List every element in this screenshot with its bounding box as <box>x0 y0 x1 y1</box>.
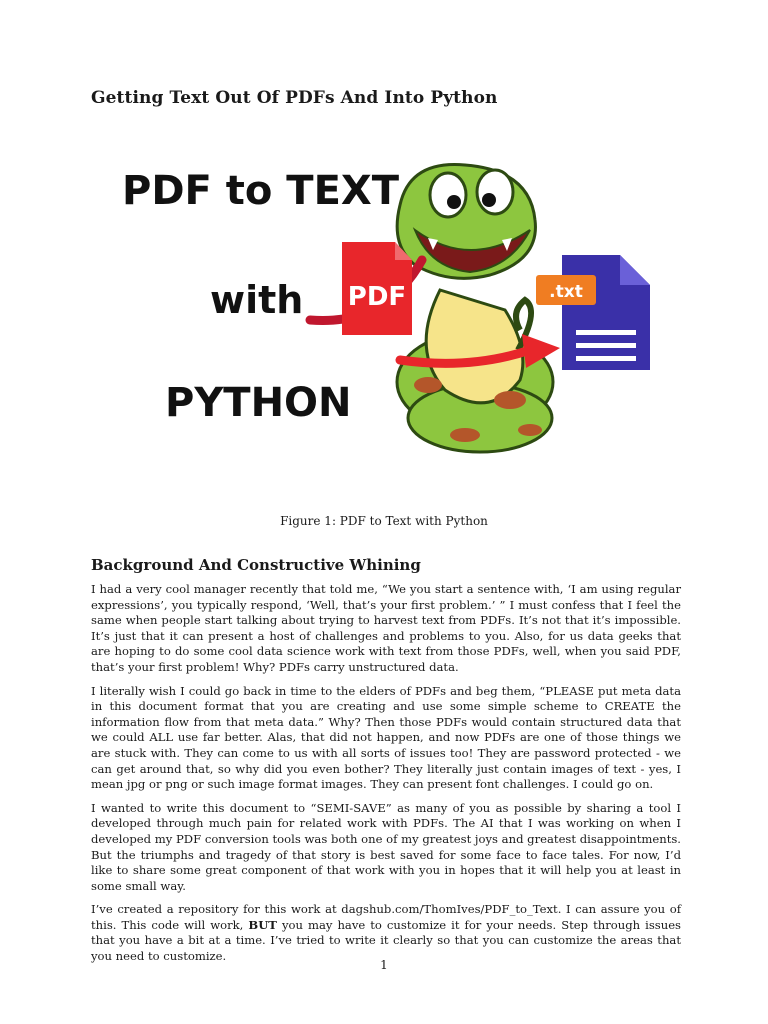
paragraph-4-end: you may have to customize it for your needs. Step through issues that you have a bit at a time. I’ve tried to write it clearly so that you can customize the areas that you need to customize. <box>91 917 682 964</box>
pdf-file-icon <box>342 242 412 335</box>
paragraph-3: I wanted to write this document to “SEMI-SAVE” as many of you as possible by sharing a tool I developed through much pain for related work with PDFs. The AI that I was working on when I developed my PDF conversion tools was both one of my greatest joys and greatest disappointments. But the triumphs and tragedy of that story is best saved for some face to face tales. For now, I’d like to share some great component of that work with you in hopes that it will help you at least in some small way. <box>91 800 681 893</box>
figure-text-line-2: with <box>210 278 304 322</box>
figure-illustration <box>110 150 670 510</box>
paragraph-4-start: I’ve created a repository for this work at dagshub.com/ThomIves/PDF_to_Text. I can assure you of this. This code will work, <box>91 902 681 932</box>
document-title: Getting Text Out Of PDFs And Into Python <box>91 88 498 108</box>
txt-label: .txt <box>549 282 583 302</box>
txt-file-icon <box>536 255 650 370</box>
paragraph-4 <box>91 902 681 964</box>
pdf-label: PDF <box>347 282 407 312</box>
page-number: 1 <box>380 958 388 972</box>
figure-text-line-3: PYTHON <box>165 380 352 426</box>
paragraph-4-bold: BUT <box>248 917 277 932</box>
section-heading: Background And Constructive Whining <box>91 556 421 574</box>
paragraph-1: I had a very cool manager recently that told me, “We you start a sentence with, ‘I am using regular expressions’, you typically respond, ‘Well, that’s your first problem.’ ” I must confess that I feel the same when people start talking about trying to harvest text from PDFs. It’s not that it’s impossible. It’s just that it can present a host of challenges and problems to you. Also, for us data geeks that are hoping to do some cool data science work with text from those PDFs, well, when you said PDF, that’s your first problem! Why? PDFs carry unstructured data. <box>91 582 681 674</box>
body-text <box>91 582 681 973</box>
paragraph-2: I literally wish I could go back in time to the elders of PDFs and beg them, “PLEASE put meta data in this document format that you are creating and use some simple scheme to CREATE the information flow from that meta data.” Why? Then those PDFs would contain structured data that we could ALL use far better. Alas, that did not happen, and now PDFs are one of those things we are stuck with. They can come to us with all sorts of issues too! They are password protected - we can get around that, so why did you even bother? They literally just contain images of text - yes, I mean jpg or png or such image format images. They can present font challenges. I could go on. <box>91 683 681 792</box>
figure-text-line-1: PDF to TEXT <box>122 168 400 214</box>
figure-caption: Figure 1: PDF to Text with Python <box>280 514 488 528</box>
